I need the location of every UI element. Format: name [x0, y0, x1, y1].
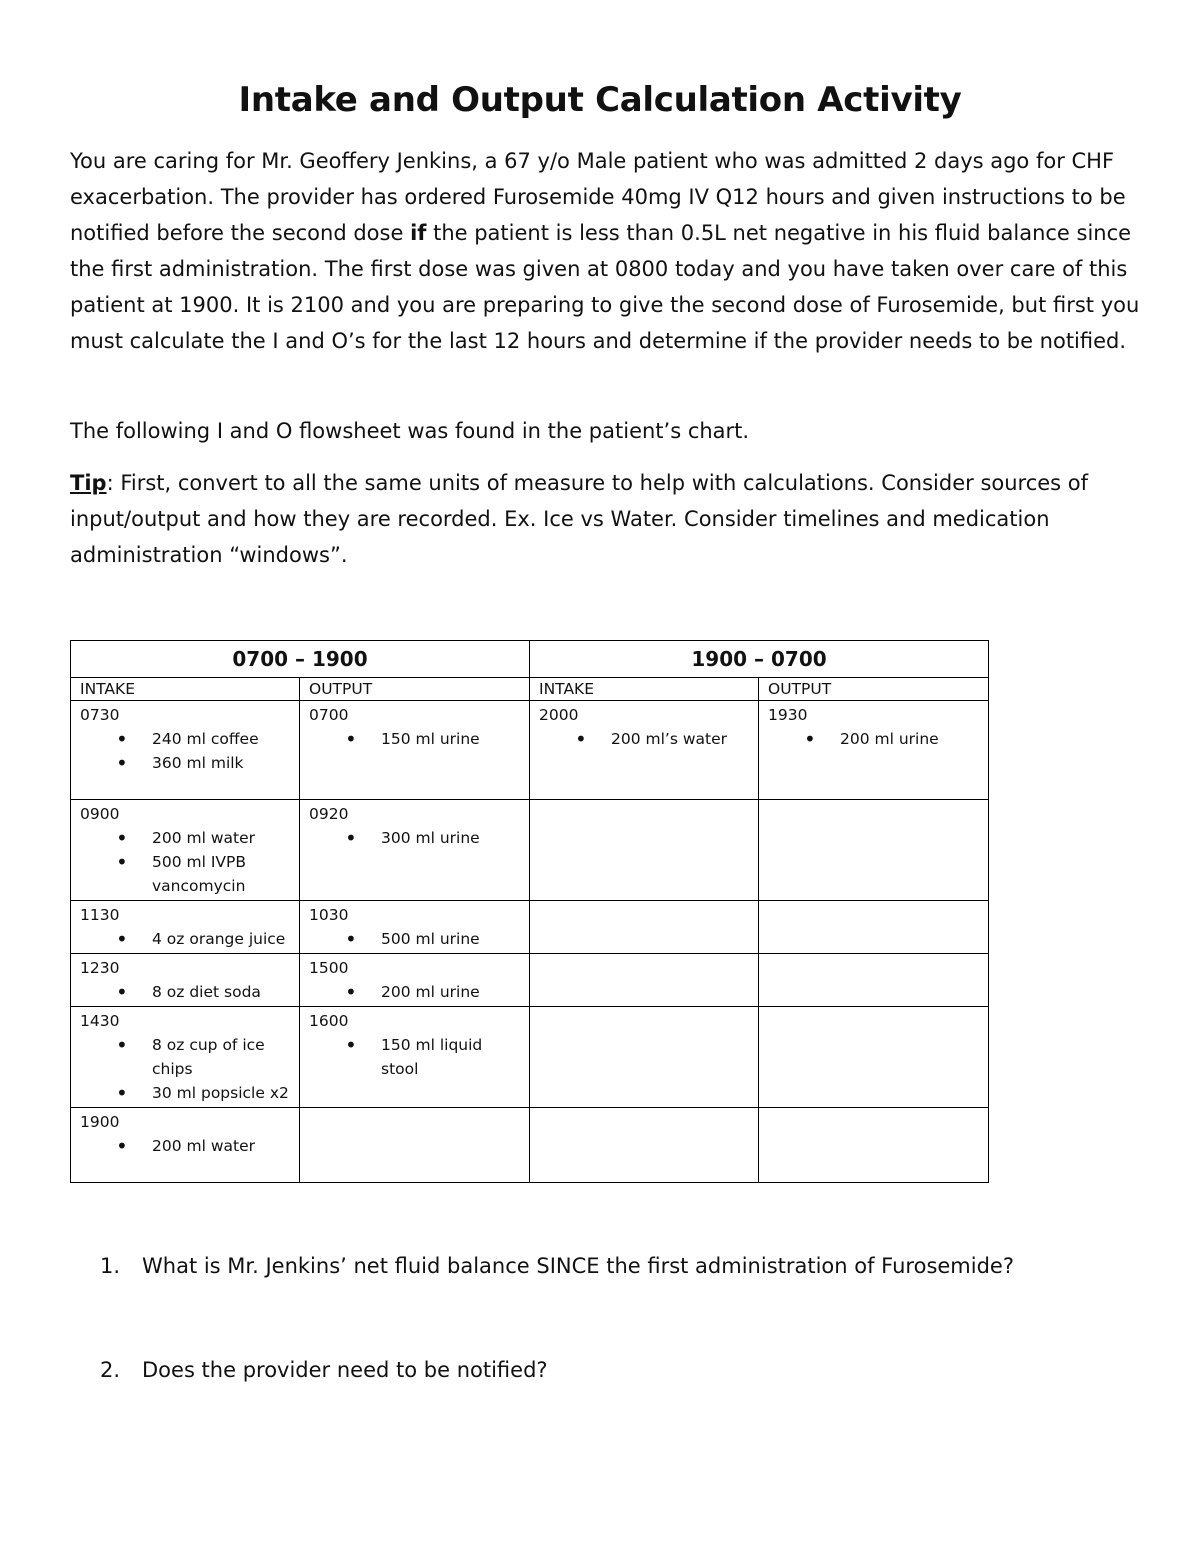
intro-text-part1: You are caring for Mr. Geoffery Jenkins, a 67 y/o Male patient who was admitted 2 days ago for CHF exacerbation. The provider has ordered Furosemide 40mg IV Q12 hours and given instructions to be notified before the second dose — [70, 149, 1126, 245]
entry-time: 0920 — [309, 805, 349, 823]
tip-paragraph — [70, 465, 1145, 573]
table-row — [71, 1007, 989, 1108]
table-row — [71, 954, 989, 1007]
list-item: • 240 ml coffee — [80, 727, 290, 751]
table-cell-empty — [759, 901, 989, 954]
list-item: • 200 ml water — [80, 1134, 290, 1158]
column-header-day-output: OUTPUT — [300, 678, 530, 701]
question-text: What is Mr. Jenkins’ net fluid balance SINCE the first administration of Furosemide? — [142, 1254, 1014, 1278]
flowsheet-intro-text: The following I and O flowsheet was found in the patient’s chart. — [70, 419, 750, 443]
shift-header-row — [71, 641, 989, 678]
table-cell — [300, 954, 530, 1007]
list-item: • 8 oz cup of ice chips — [80, 1033, 290, 1081]
table-cell — [300, 1007, 530, 1108]
list-item: • 30 ml popsicle x2 — [80, 1081, 290, 1105]
table-cell-empty — [530, 954, 759, 1007]
list-item: • 150 ml urine — [309, 727, 520, 751]
table-cell-empty — [759, 954, 989, 1007]
question-number: 2. — [100, 1358, 121, 1382]
table-cell-empty — [759, 800, 989, 901]
tip-label: Tip — [70, 471, 107, 495]
intro-paragraph — [70, 143, 1145, 359]
entry-time: 1930 — [768, 706, 808, 724]
table-cell-empty — [759, 1007, 989, 1108]
table-cell — [300, 800, 530, 901]
table-cell — [300, 701, 530, 800]
table-cell-empty — [300, 1108, 530, 1183]
column-header-row — [71, 678, 989, 701]
column-header-night-output: OUTPUT — [759, 678, 989, 701]
table-cell — [300, 901, 530, 954]
table-cell — [71, 954, 300, 1007]
question-item — [100, 1248, 1014, 1284]
table-cell — [71, 701, 300, 800]
table-cell — [71, 1108, 300, 1183]
tip-text: : First, convert to all the same units of measure to help with calculations. Consider sources of input/output and how they are recorded. Ex. Ice vs Water. Consider timelines and medication administration “windows”. — [70, 471, 1089, 567]
table-row — [71, 701, 989, 800]
table-row — [71, 800, 989, 901]
question-item — [100, 1352, 1014, 1388]
question-text: Does the provider need to be notified? — [142, 1358, 548, 1382]
list-item: • 150 ml liquid stool — [309, 1033, 520, 1081]
table-cell — [71, 800, 300, 901]
table-row — [71, 1108, 989, 1183]
page-title: Intake and Output Calculation Activity — [238, 80, 962, 120]
list-item: • 500 ml urine — [309, 927, 520, 951]
entry-time: 0730 — [80, 706, 120, 724]
entry-time: 1900 — [80, 1113, 120, 1131]
column-header-day-intake: INTAKE — [71, 678, 300, 701]
entry-time: 1500 — [309, 959, 349, 977]
entry-time: 1600 — [309, 1012, 349, 1030]
column-header-night-intake: INTAKE — [530, 678, 759, 701]
entry-time: 0900 — [80, 805, 120, 823]
list-item: • 500 ml IVPB vancomycin — [80, 850, 290, 898]
entry-time: 2000 — [539, 706, 579, 724]
table-cell-empty — [530, 901, 759, 954]
io-flowsheet-table — [70, 640, 989, 1183]
intro-emphasis: if — [410, 221, 427, 245]
list-item: • 360 ml milk — [80, 751, 290, 775]
table-row — [71, 901, 989, 954]
table-cell-empty — [530, 800, 759, 901]
table-cell-empty — [530, 1007, 759, 1108]
list-item: • 200 ml urine — [309, 980, 520, 1004]
entry-time: 0700 — [309, 706, 349, 724]
list-item: • 300 ml urine — [309, 826, 520, 850]
shift-header-night: 1900 – 0700 — [530, 641, 989, 678]
entry-time: 1130 — [80, 906, 120, 924]
list-item: • 200 ml’s water — [539, 727, 749, 751]
list-item: • 4 oz orange juice — [80, 927, 290, 951]
shift-header-day: 0700 – 1900 — [71, 641, 530, 678]
table-cell — [71, 901, 300, 954]
entry-time: 1030 — [309, 906, 349, 924]
table-cell — [759, 701, 989, 800]
list-item: • 8 oz diet soda — [80, 980, 290, 1004]
table-cell — [71, 1007, 300, 1108]
table-cell-empty — [530, 1108, 759, 1183]
table-cell — [530, 701, 759, 800]
table-cell-empty — [759, 1108, 989, 1183]
question-list — [100, 1248, 1014, 1388]
question-number: 1. — [100, 1254, 121, 1278]
intro-text-part2: the patient is less than 0.5L net negative in his fluid balance since the first administration. The first dose was given at 0800 today and you have taken over care of this patient at 1900. It is 2100 and you are preparing to give the second dose of Furosemide, but first you must calculate the I and O’s for the last 12 hours and determine if the provider needs to be notified. — [70, 221, 1140, 353]
list-item: • 200 ml water — [80, 826, 290, 850]
list-item: • 200 ml urine — [768, 727, 979, 751]
entry-time: 1430 — [80, 1012, 120, 1030]
entry-time: 1230 — [80, 959, 120, 977]
